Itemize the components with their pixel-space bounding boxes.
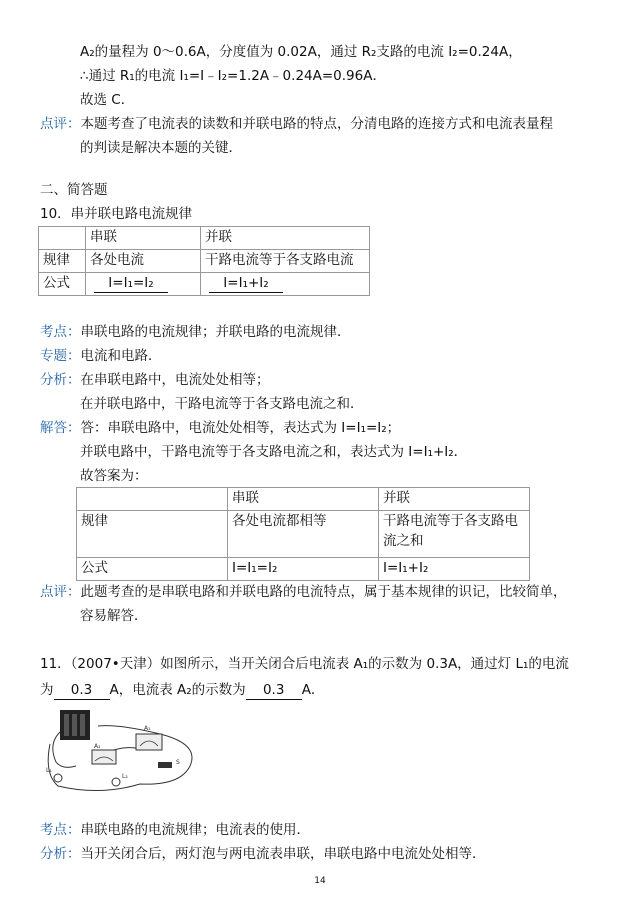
jieda-label: 解答： xyxy=(40,420,81,436)
kaodian-text: 串联电路的电流规律；并联电路的电流规律． xyxy=(80,324,351,340)
q10-fenxi-2: 在并联电路中，干路电流等于各支路电流之和． xyxy=(80,396,364,412)
q10-dianping xyxy=(40,582,567,602)
q11-stem-text: A． xyxy=(301,682,325,698)
table-cell: I=I₁=I₂ xyxy=(228,558,379,581)
table-cell: 规律 xyxy=(39,250,86,273)
table-cell: 各处电流都相等 xyxy=(228,511,379,558)
q9-line-2: ∴通过 R₁的电流 I₁=I﹣I₂=1.2A﹣0.24A=0.96A． xyxy=(80,68,386,84)
table-cell: 各处电流 xyxy=(86,250,201,273)
switch-icon xyxy=(158,762,172,768)
kaodian-label: 考点： xyxy=(40,324,81,340)
table-cell: 公式 xyxy=(39,273,86,296)
table-cell: 干路电流等于各支路电流 xyxy=(201,250,370,273)
q10-answer-table xyxy=(76,487,530,581)
table-row xyxy=(77,558,530,581)
table-row xyxy=(39,273,370,296)
q10-kaodian xyxy=(40,322,351,342)
table-cell: 公式 xyxy=(77,558,228,581)
table-cell: 并联 xyxy=(201,227,370,250)
svg-text:A₂: A₂ xyxy=(94,743,101,750)
table-cell: 串联 xyxy=(228,488,379,511)
q9-line-3: 故选 C． xyxy=(80,92,135,108)
q9-line-1: A₂的量程为 0～0.6A，分度值为 0.02A，通过 R₂支路的电流 I₂=0.24A， xyxy=(80,44,522,60)
page-number: 14 xyxy=(314,876,326,886)
q10-dianping-2: 容易解答． xyxy=(80,608,148,624)
q11-fenxi xyxy=(40,844,486,864)
comment-text: 本题考查了电流表的读数和并联电路的特点，分清电路的连接方式和电流表量程 xyxy=(80,116,553,132)
answer-blank-1: 0.3 xyxy=(54,682,110,700)
fenxi-text: 在串联电路中，电流处处相等； xyxy=(80,372,270,388)
ammeter-a1-icon xyxy=(136,734,162,750)
table-cell: 干路电流等于各支路电流之和 xyxy=(379,511,530,558)
q9-comment xyxy=(40,114,553,134)
table-row xyxy=(39,250,370,273)
circuit-figure xyxy=(40,704,210,798)
answer-blank-2: 0.3 xyxy=(246,682,302,700)
table-cell: I=I₁+I₂ xyxy=(379,558,530,581)
fenxi-label: 分析： xyxy=(40,372,81,388)
dianping-text: 此题考查的是串联电路和并联电路的电流特点，属于基本规律的识记，比较简单， xyxy=(80,584,567,600)
formula-blank-series: I=I₁=I₂ xyxy=(94,275,168,293)
kaodian-text: 串联电路的电流规律；电流表的使用． xyxy=(80,822,310,838)
lamp-l1-icon xyxy=(54,774,62,782)
q11-kaodian xyxy=(40,820,310,840)
q11-stem-text: 为 xyxy=(40,682,54,698)
zhuanti-text: 电流和电路． xyxy=(80,348,162,364)
fenxi-text: 当开关闭合后，两灯泡与两电流表串联，串联电路中电流处处相等． xyxy=(80,846,486,862)
svg-text:L₁: L₁ xyxy=(46,767,52,774)
lamp-l2-icon xyxy=(112,778,120,786)
svg-text:A₁: A₁ xyxy=(144,725,151,732)
svg-text:L₂: L₂ xyxy=(122,773,128,780)
comment-label: 点评： xyxy=(40,116,81,132)
section-title: 二、简答题 xyxy=(40,182,108,198)
table-cell xyxy=(86,273,201,296)
table-cell xyxy=(39,227,86,250)
q10-fenxi xyxy=(40,370,270,390)
table-row xyxy=(77,511,530,558)
q10-jieda xyxy=(40,418,400,438)
q11-stem-text: A，电流表 A₂的示数为 xyxy=(109,682,246,698)
q10-stem: 10．串并联电路电流规律 xyxy=(40,206,193,222)
table-row xyxy=(39,227,370,250)
svg-text:S: S xyxy=(176,759,180,766)
q11-stem-2 xyxy=(40,680,324,700)
q10-jieda-3: 故答案为： xyxy=(80,468,148,484)
fenxi-label: 分析： xyxy=(40,846,81,862)
q10-question-table xyxy=(38,226,370,296)
formula-blank-parallel: I=I₁+I₂ xyxy=(209,275,283,293)
dianping-label: 点评： xyxy=(40,584,81,600)
jieda-text: 答：串联电路中，电流处处相等，表达式为 I=I₁=I₂； xyxy=(80,420,401,436)
table-row xyxy=(77,488,530,511)
kaodian-label: 考点： xyxy=(40,822,81,838)
table-cell: 规律 xyxy=(77,511,228,558)
table-cell: 并联 xyxy=(379,488,530,511)
table-cell: 串联 xyxy=(86,227,201,250)
zhuanti-label: 专题： xyxy=(40,348,81,364)
q10-zhuanti xyxy=(40,346,162,366)
q9-comment-2: 的判读是解决本题的关键． xyxy=(80,140,242,156)
table-cell xyxy=(201,273,370,296)
q11-stem-1: 11．（2007•天津）如图所示，当开关闭合后电流表 A₁的示数为 0.3A，通过灯 L₁的电流 xyxy=(40,656,569,672)
q10-jieda-2: 并联电路中，干路电流等于各支路电流之和，表达式为 I=I₁+I₂． xyxy=(80,444,468,460)
table-cell xyxy=(77,488,228,511)
